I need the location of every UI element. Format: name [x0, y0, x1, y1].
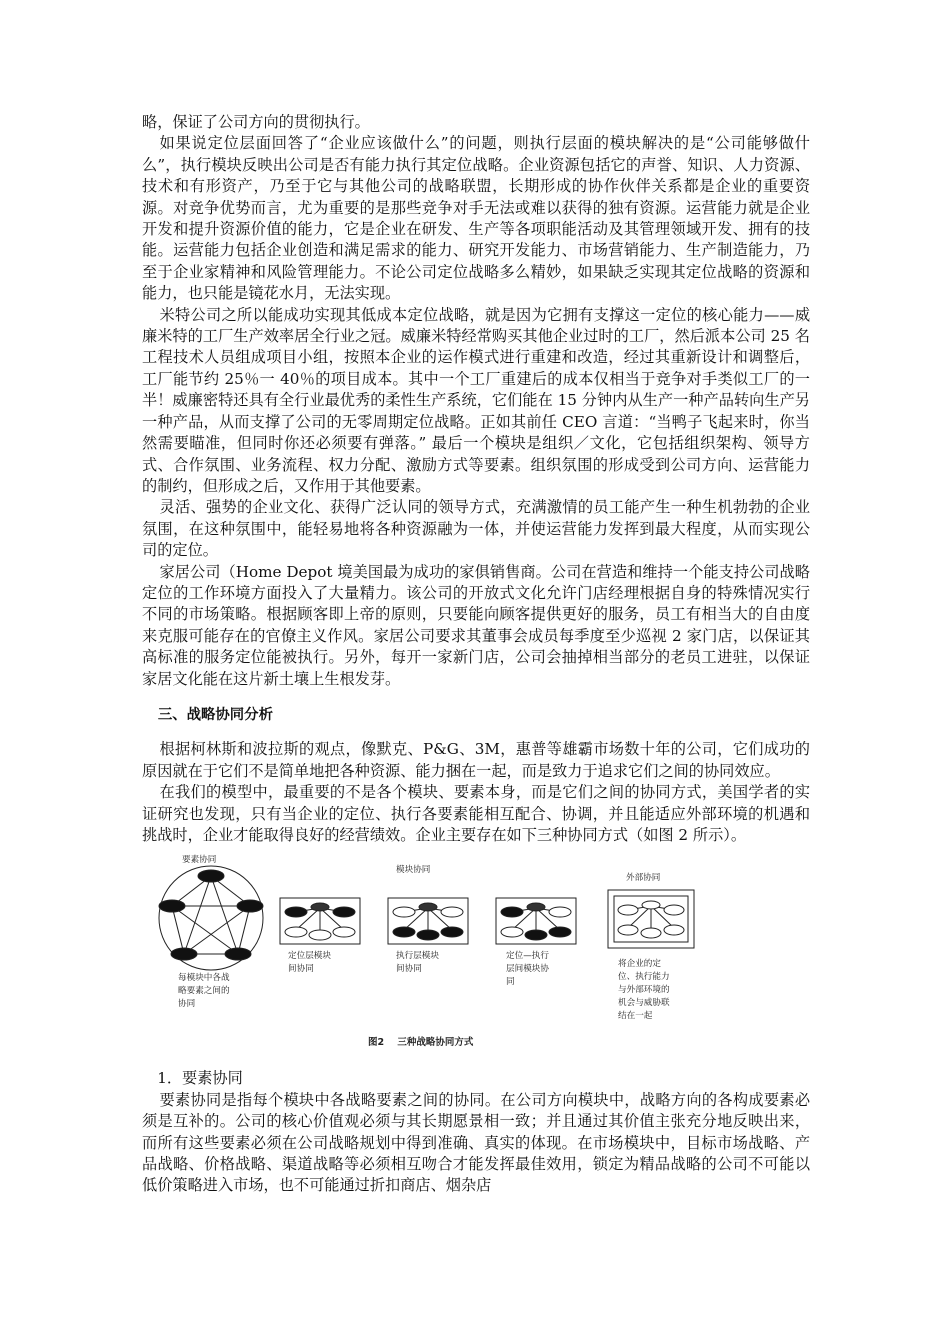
label-module-synergy: 模块协同: [396, 865, 431, 876]
desc-cross-layer: 定位—执行层间模块协同: [506, 951, 549, 988]
paragraph: 如果说定位层面回答了“企业应该做什么”的问题，则执行层面的模块解决的是“公司能够做什么”，执行模块反映出公司是否有能力执行其定位战略。企业资源包括它的声誉、知识、人力资源、技术和有形资产，乃至于它与其他公司的战略联盟，长期形成的协作伙伴关系都是企业的重要资源。对竞争优势而言，尤为重要的是那些竞争对手无法或难以获得的独有资源。运营能力就是企业开发和提升资源价值的能力，它是企业在研发、生产等各项职能活动及其管理领域开发、拥有的技能。运营能力包括企业创造和满足需求的能力、研究开发能力、市场营销能力、生产制造能力，乃至于企业家精神和风险管理能力。不论公司定位战略多么精妙，如果缺乏实现其定位战略的资源和能力，也只能是镜花水月，无法实现。: [142, 134, 810, 303]
desc-element-synergy: 每模块中各战略要素之间的协同: [178, 973, 230, 1010]
paragraph: 米特公司之所以能成功实现其低成本定位战略，就是因为它拥有支撑这一定位的核心能力——威廉米特的工厂生产效率居全行业之冠。威廉米特经常购买其他企业过时的工厂，然后派本公司 25 名工程技术人员组成项目小组，按照本企业的运作模式进行重建和改造，经过其重新设计和调整后，工厂能节约 25％一 40％的项目成本。其中一个工厂重建后的成本仅相当于竞争对手类似工厂的一半！威廉密特还具有全行业最优秀的柔性生产系统，它们能在 15 分钟内从生产一种产品转向生产另一种产品，从而支撑了公司的无零周期定位战略。正如其前任 CEO 言道：“当鸭子飞起来时，你当然需要瞄准，但同时你还必须要有弹落。” 最后一个模块是组织／文化，它包括组织架构、领导方式、合作氛围、业务流程、权力分配、激励方式等要素。组织氛围的形成受到公司方向、运营能力的制约，但形成之后，又作用于其他要素。: [142, 305, 810, 495]
figure-caption: 图2 三种战略协同方式: [368, 1037, 474, 1049]
paragraph: 在我们的模型中，最重要的不是各个模块、要素本身，而是它们之间的协同方式，美国学者的实证研究也发现，只有当企业的定位、执行各要素能相互配合、协调，并且能适应外部环境的机遇和挑战时，企业才能取得良好的经营绩效。企业主要存在如下三种协同方式（如图 2 所示）。: [142, 783, 810, 844]
paragraph: 灵活、强势的企业文化、获得广泛认同的领导方式，充满激情的员工能产生一种生机勃勃的企业氛围，在这种氛围中，能轻易地将各种资源融为一体，并使运营能力发挥到最大程度，从而实现公司的定位。: [142, 498, 810, 560]
paragraphs-mid: [142, 739, 810, 846]
paragraphs-top: [142, 112, 810, 690]
paragraph: 要素协同是指每个模块中各战略要素之间的协同。在公司方向模块中，战略方向的各构成要素必须是互补的。公司的核心价值观必须与其长期愿景相一致；并且通过其价值主张充分地反映出来，而所有这些要素必须在公司战略规划中得到准确、真实的体现。在市场模块中，目标市场战略、产品战略、价格战略、渠道战略等必须相互吻合才能发挥最佳效用，锁定为精品战略的公司不可能以低价策略进入市场，也不可能通过折扣商店、烟杂店: [142, 1090, 810, 1195]
label-element-synergy: 要素协同: [182, 855, 217, 866]
label-external-synergy: 外部协同: [626, 873, 661, 884]
desc-execution-layer: 执行层模块间协同: [396, 951, 439, 975]
subsection-heading: 1．要素协同: [157, 1069, 243, 1088]
section-heading: 三、战略协同分析: [157, 706, 273, 723]
desc-positioning-layer: 定位层模块间协同: [288, 951, 331, 975]
paragraph: 略，保证了公司方向的贯彻执行。: [142, 113, 370, 131]
paragraph: 家居公司（Home Depot 境美国最为成功的家俱销售商。公司在营造和维持一个能支持公司战略定位的工作环境方面投入了大量精力。该公司的开放式文化允许门店经理根据自身的特殊情况实行不同的市场策略。根据顾客即上帝的原则，只要能向顾客提供更好的服务，员工有相当大的自由度来克服可能存在的官僚主义作风。家居公司要求其董事会成员每季度至少巡视 2 家门店，以保证其高标准的服务定位能被执行。另外，每开一家新门店，公司会抽掉相当部分的老员工进驻，以保证家居文化能在这片新土壤上生根发芽。: [142, 562, 810, 688]
paragraph: 根据柯林斯和波拉斯的观点，像默克、P&G、3M，惠普等雄霸市场数十年的公司，它们成功的原因就在于它们不是简单地把各种资源、能力捆在一起，而是致力于追求它们之间的协同效应。: [142, 740, 810, 780]
desc-external-synergy: 将企业的定位、执行能力与外部环境的机会与威胁联结在一起: [618, 959, 670, 1022]
paragraphs-bottom: [142, 1090, 810, 1197]
document-page: [142, 112, 810, 1197]
figure-synergy-diagram: [156, 855, 716, 1060]
